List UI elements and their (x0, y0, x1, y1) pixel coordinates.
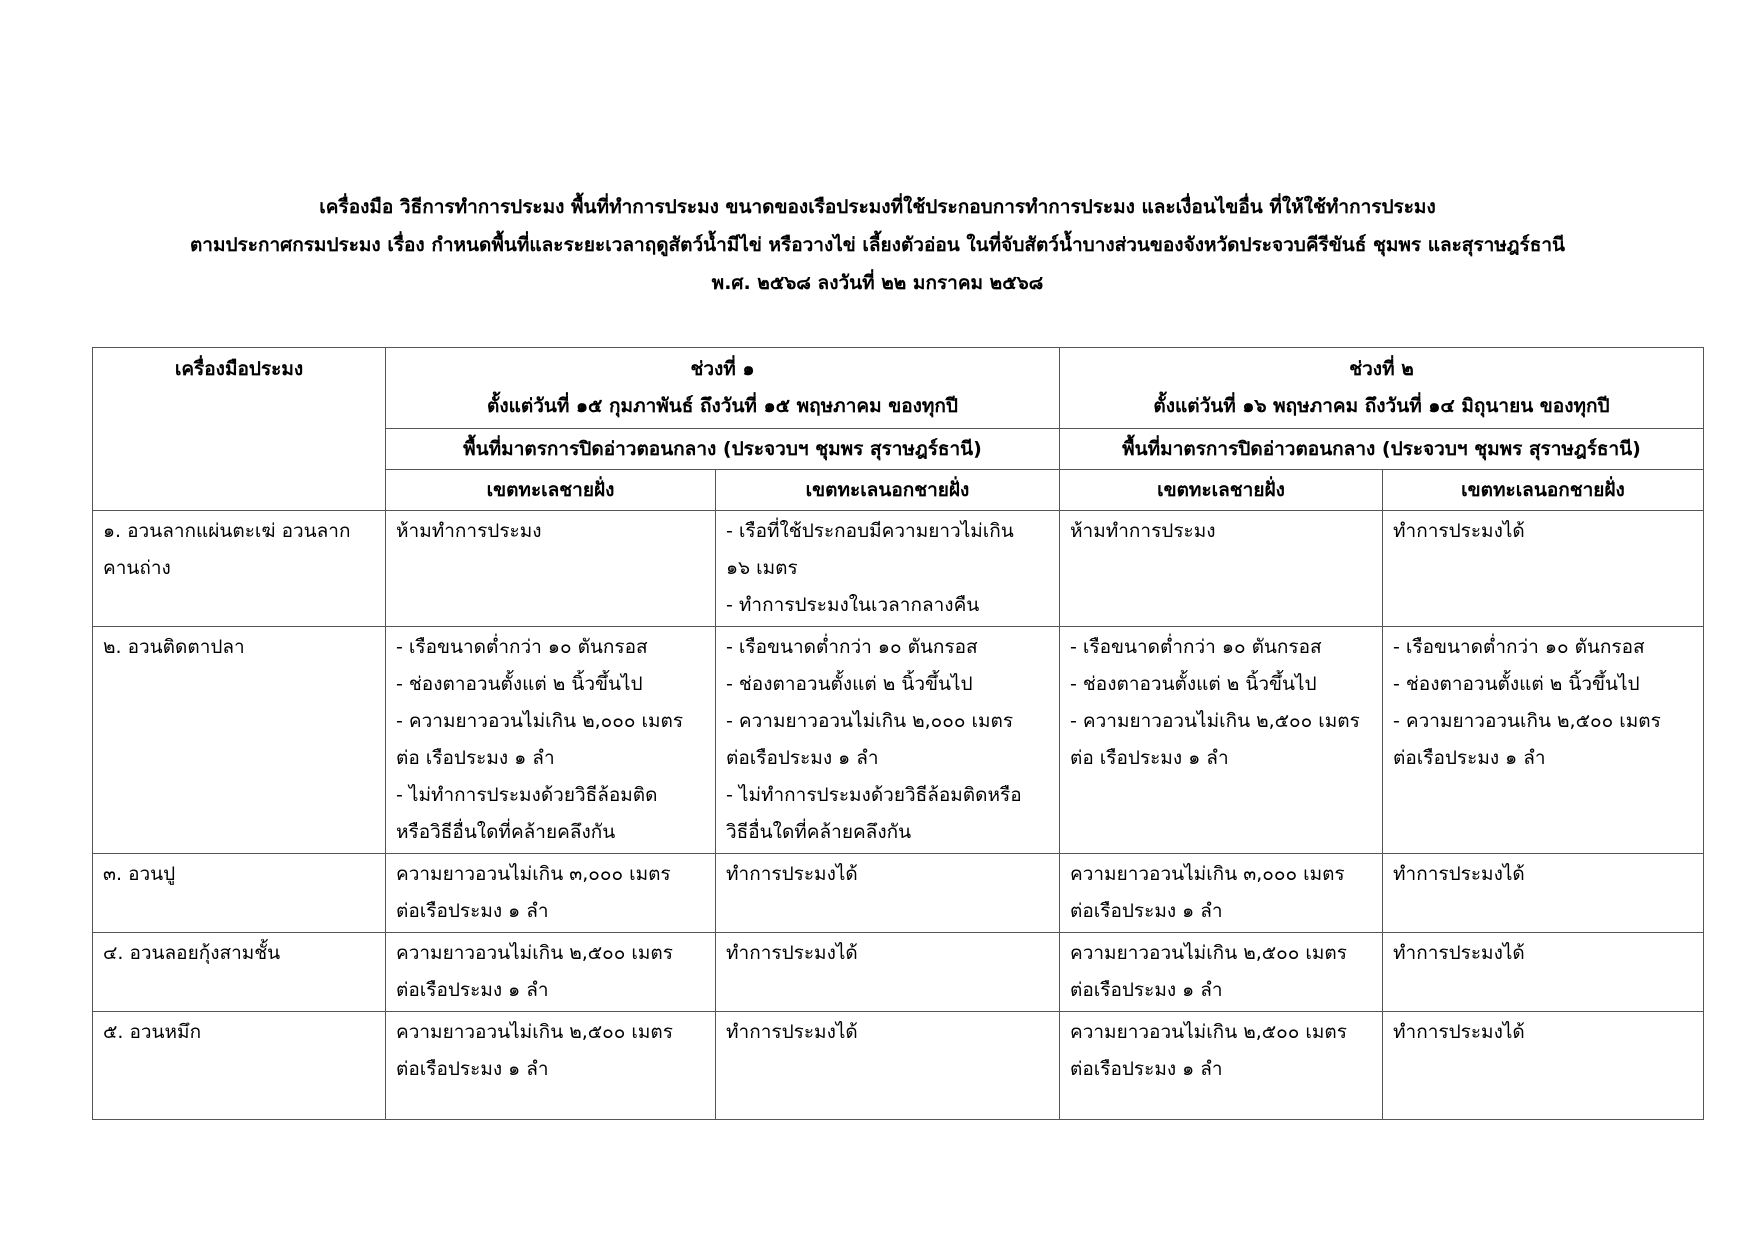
period-1-zone-coastal: เขตทะเลชายฝั่ง (386, 470, 716, 511)
cell-text-line: - ช่องตาอวนตั้งแต่ ๒ นิ้วขึ้นไป (396, 673, 643, 695)
document-title (0, 188, 1755, 302)
table-row (93, 854, 1704, 933)
cell-text-line: ต่อเรือประมง ๑ ลำ (1070, 979, 1223, 1001)
cell-text-line: ๓. อวนปู (103, 863, 176, 885)
fishing-regulation-table (92, 347, 1704, 1120)
table-row (93, 1012, 1704, 1120)
cell-text-line: - ทำการประมงในเวลากลางคืน (726, 594, 980, 616)
tool-column-header: เครื่องมือประมง (93, 348, 386, 511)
cell-text-line: ทำการประมงได้ (726, 863, 858, 885)
cell-text-line: ๕. อวนหมึก (103, 1021, 202, 1043)
cell-text-line: ความยาวอวนไม่เกิน ๓,๐๐๐ เมตร (1070, 863, 1345, 885)
cell-text-line: - ช่องตาอวนตั้งแต่ ๒ นิ้วขึ้นไป (1393, 673, 1640, 695)
tool-cell (93, 933, 386, 1012)
cell-text-line: - ความยาวอวนไม่เกิน ๒,๕๐๐ เมตร (1070, 710, 1360, 732)
cell-text-line: ๒. อวนติดตาปลา (103, 636, 245, 658)
period-2-header (1060, 348, 1704, 429)
cell-text-line: ความยาวอวนไม่เกิน ๒,๕๐๐ เมตร (1070, 942, 1347, 964)
cell-text-line: ๑. อวนลากแผ่นตะเฆ่ อวนลาก (103, 520, 351, 542)
cell-text-line: ๔. อวนลอยกุ้งสามชั้น (103, 942, 281, 964)
cell-text-line: ห้ามทำการประมง (1070, 520, 1216, 542)
period-1-coastal-cell (386, 1012, 716, 1120)
cell-text-line: - เรือขนาดต่ำกว่า ๑๐ ตันกรอส (396, 636, 648, 658)
cell-text-line: ทำการประมงได้ (1393, 520, 1525, 542)
cell-text-line: ต่อเรือประมง ๑ ลำ (396, 979, 549, 1001)
cell-text-line: - ช่องตาอวนตั้งแต่ ๒ นิ้วขึ้นไป (726, 673, 973, 695)
period-2-zone-coastal: เขตทะเลชายฝั่ง (1060, 470, 1383, 511)
period-2-zone-offshore: เขตทะเลนอกชายฝั่ง (1383, 470, 1704, 511)
tool-cell (93, 1012, 386, 1120)
title-line-3: พ.ศ. ๒๕๖๘ ลงวันที่ ๒๒ มกราคม ๒๕๖๘ (711, 272, 1044, 294)
period-1-coastal-cell (386, 854, 716, 933)
cell-text-line: ต่อเรือประมง ๑ ลำ (396, 1058, 549, 1080)
period-2-coastal-cell (1060, 627, 1383, 854)
cell-text-line: ต่อเรือประมง ๑ ลำ (726, 747, 879, 769)
cell-text-line: ต่อเรือประมง ๑ ลำ (396, 900, 549, 922)
period-1-header (386, 348, 1060, 429)
period-2-range: ตั้งแต่วันที่ ๑๖ พฤษภาคม ถึงวันที่ ๑๔ มิถุนายน ของทุกปี (1153, 395, 1610, 417)
cell-text-line: - เรือที่ใช้ประกอบมีความยาวไม่เกิน (726, 520, 1014, 542)
period-2-offshore-cell (1383, 511, 1704, 627)
period-2-coastal-cell (1060, 854, 1383, 933)
cell-text-line: ความยาวอวนไม่เกิน ๒,๕๐๐ เมตร (1070, 1021, 1347, 1043)
cell-text-line: ความยาวอวนไม่เกิน ๒,๕๐๐ เมตร (396, 1021, 673, 1043)
table-row (93, 511, 1704, 627)
cell-text-line: หรือวิธีอื่นใดที่คล้ายคลึงกัน (396, 821, 616, 843)
period-1-offshore-cell (716, 511, 1060, 627)
cell-text-line: ต่อเรือประมง ๑ ลำ (1070, 900, 1223, 922)
cell-text-line: - ความยาวอวนไม่เกิน ๒,๐๐๐ เมตร (396, 710, 684, 732)
cell-text-line: ทำการประมงได้ (726, 1021, 858, 1043)
header-row-periods (93, 348, 1704, 429)
period-1-zone-offshore: เขตทะเลนอกชายฝั่ง (716, 470, 1060, 511)
cell-text-line: วิธีอื่นใดที่คล้ายคลึงกัน (726, 821, 912, 843)
cell-text-line: ต่อ เรือประมง ๑ ลำ (396, 747, 555, 769)
tool-cell (93, 511, 386, 627)
cell-text-line: ทำการประมงได้ (1393, 863, 1525, 885)
title-line-1: เครื่องมือ วิธีการทำการประมง พื้นที่ทำการประมง ขนาดของเรือประมงที่ใช้ประกอบการทำการประมง และเงื่อนไขอื่น ที่ให้ใช้ทำการประมง (319, 196, 1436, 218)
period-2-coastal-cell (1060, 1012, 1383, 1120)
cell-text-line: - เรือขนาดต่ำกว่า ๑๐ ตันกรอส (726, 636, 978, 658)
table-row (93, 627, 1704, 854)
cell-text-line: - เรือขนาดต่ำกว่า ๑๐ ตันกรอส (1070, 636, 1322, 658)
cell-text-line: คานถ่าง (103, 557, 171, 579)
title-line-2: ตามประกาศกรมประมง เรื่อง กำหนดพื้นที่และระยะเวลาฤดูสัตว์น้ำมีไข่ หรือวางไข่ เลี้ยงตัวอ่อน ในที่จับสัตว์น้ำบางส่วนของจังหวัดประจวบคีรีขันธ์ ชุมพร และสุราษฎร์ธานี (189, 234, 1566, 256)
cell-text-line: - เรือขนาดต่ำกว่า ๑๐ ตันกรอส (1393, 636, 1645, 658)
period-1-offshore-cell (716, 854, 1060, 933)
tool-cell (93, 854, 386, 933)
period-2-offshore-cell (1383, 933, 1704, 1012)
period-2-offshore-cell (1383, 627, 1704, 854)
cell-text-line: - ไม่ทำการประมงด้วยวิธีล้อมติดหรือ (726, 784, 1022, 806)
tool-cell (93, 627, 386, 854)
period-1-area: พื้นที่มาตรการปิดอ่าวตอนกลาง (ประจวบฯ ชุมพร สุราษฎร์ธานี) (386, 429, 1060, 470)
cell-text-line: ทำการประมงได้ (1393, 1021, 1525, 1043)
period-2-offshore-cell (1383, 854, 1704, 933)
period-1-name: ช่วงที่ ๑ (690, 358, 755, 380)
cell-text-line: - ช่องตาอวนตั้งแต่ ๒ นิ้วขึ้นไป (1070, 673, 1317, 695)
table-row (93, 933, 1704, 1012)
cell-text-line: - ไม่ทำการประมงด้วยวิธีล้อมติด (396, 784, 658, 806)
cell-text-line: ต่อ เรือประมง ๑ ลำ (1070, 747, 1229, 769)
cell-text-line: ต่อเรือประมง ๑ ลำ (1393, 747, 1546, 769)
cell-text-line: ความยาวอวนไม่เกิน ๓,๐๐๐ เมตร (396, 863, 671, 885)
period-1-offshore-cell (716, 1012, 1060, 1120)
period-1-coastal-cell (386, 627, 716, 854)
cell-text-line: ต่อเรือประมง ๑ ลำ (1070, 1058, 1223, 1080)
cell-text-line: - ความยาวอวนเกิน ๒,๕๐๐ เมตร (1393, 710, 1661, 732)
cell-text-line: ความยาวอวนไม่เกิน ๒,๕๐๐ เมตร (396, 942, 673, 964)
period-2-coastal-cell (1060, 933, 1383, 1012)
period-2-name: ช่วงที่ ๒ (1349, 358, 1414, 380)
period-1-coastal-cell (386, 933, 716, 1012)
cell-text-line: ทำการประมงได้ (726, 942, 858, 964)
table-body (93, 511, 1704, 1120)
period-1-offshore-cell (716, 933, 1060, 1012)
cell-text-line: ๑๖ เมตร (726, 557, 798, 579)
cell-text-line: ทำการประมงได้ (1393, 942, 1525, 964)
period-1-range: ตั้งแต่วันที่ ๑๕ กุมภาพันธ์ ถึงวันที่ ๑๕ พฤษภาคม ของทุกปี (487, 395, 958, 417)
cell-text-line: ห้ามทำการประมง (396, 520, 542, 542)
period-2-offshore-cell (1383, 1012, 1704, 1120)
period-2-area: พื้นที่มาตรการปิดอ่าวตอนกลาง (ประจวบฯ ชุมพร สุราษฎร์ธานี) (1060, 429, 1704, 470)
period-1-coastal-cell (386, 511, 716, 627)
cell-text-line: - ความยาวอวนไม่เกิน ๒,๐๐๐ เมตร (726, 710, 1014, 732)
period-1-offshore-cell (716, 627, 1060, 854)
period-2-coastal-cell (1060, 511, 1383, 627)
